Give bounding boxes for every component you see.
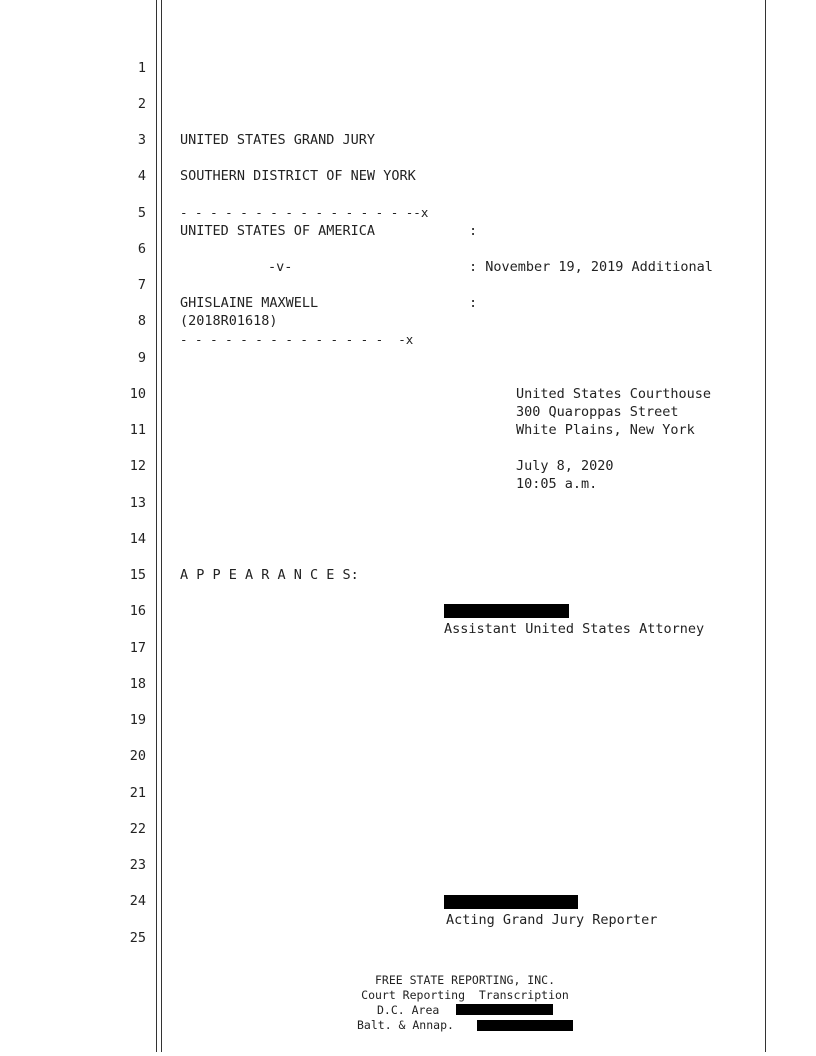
line-number-14: 14 xyxy=(129,531,146,547)
footer-company: FREE STATE REPORTING, INC. xyxy=(374,973,555,987)
line-number-24: 24 xyxy=(129,893,146,909)
line-number-9: 9 xyxy=(137,350,146,366)
plaintiff-name: UNITED STATES OF AMERICA xyxy=(180,223,376,239)
redaction-dc-phone xyxy=(456,1004,553,1015)
hearing-time: 10:05 a.m. xyxy=(516,476,598,492)
line-number-19: 19 xyxy=(129,712,146,728)
left-margin-rule-outer xyxy=(156,0,157,1052)
line-number-1: 1 xyxy=(137,60,146,76)
right-margin-rule xyxy=(765,0,766,1052)
line-number-20: 20 xyxy=(129,748,146,764)
line-number-3: 3 xyxy=(137,132,146,148)
court-name-line2: SOUTHERN DISTRICT OF NEW YORK xyxy=(180,168,416,184)
defendant-name: GHISLAINE MAXWELL xyxy=(180,295,319,311)
attorney-title: Assistant United States Attorney xyxy=(444,621,705,637)
line-number-22: 22 xyxy=(129,821,146,837)
courthouse-street: 300 Quaroppas Street xyxy=(516,404,679,420)
courthouse-name: United States Courthouse xyxy=(516,386,712,402)
appearances-heading: A P P E A R A N C E S: xyxy=(180,567,359,583)
line-number-4: 4 xyxy=(137,168,146,184)
line-number-21: 21 xyxy=(129,785,146,801)
line-number-15: 15 xyxy=(129,567,146,583)
footer-balt-label: Balt. & Annap. xyxy=(357,1018,454,1032)
footer-dc-label: D.C. Area xyxy=(377,1003,440,1017)
reporter-title: Acting Grand Jury Reporter xyxy=(446,912,658,928)
redaction-reporter-name xyxy=(444,895,578,909)
line-number-17: 17 xyxy=(129,640,146,656)
line-number-16: 16 xyxy=(129,603,146,619)
hearing-date: July 8, 2020 xyxy=(516,458,614,474)
versus-marker: -v- xyxy=(268,259,293,275)
line-number-12: 12 xyxy=(129,458,146,474)
caption-colon-1: : xyxy=(469,223,478,239)
case-number: (2018R01618) xyxy=(180,313,278,329)
court-name-line1: UNITED STATES GRAND JURY xyxy=(180,132,376,148)
line-number-23: 23 xyxy=(129,857,146,873)
caption-divider-top: - - - - - - - - - - - - - - - --x xyxy=(180,205,429,220)
caption-divider-bottom: - - - - - - - - - - - - - - -x xyxy=(180,332,414,347)
line-number-25: 25 xyxy=(129,930,146,946)
line-number-13: 13 xyxy=(129,495,146,511)
line-number-6: 6 xyxy=(137,241,146,257)
left-margin-rule-inner xyxy=(161,0,162,1052)
courthouse-city: White Plains, New York xyxy=(516,422,695,438)
line-number-7: 7 xyxy=(137,277,146,293)
line-number-8: 8 xyxy=(137,313,146,329)
line-number-2: 2 xyxy=(137,96,146,112)
redaction-attorney-name xyxy=(444,604,569,618)
line-number-11: 11 xyxy=(129,422,146,438)
line-number-18: 18 xyxy=(129,676,146,692)
footer-services: Court Reporting Transcription xyxy=(361,988,569,1002)
line-number-5: 5 xyxy=(137,205,146,221)
date-note: : November 19, 2019 Additional xyxy=(469,259,713,275)
redaction-balt-phone xyxy=(477,1020,573,1031)
line-number-10: 10 xyxy=(129,386,146,402)
caption-colon-2: : xyxy=(469,295,478,311)
